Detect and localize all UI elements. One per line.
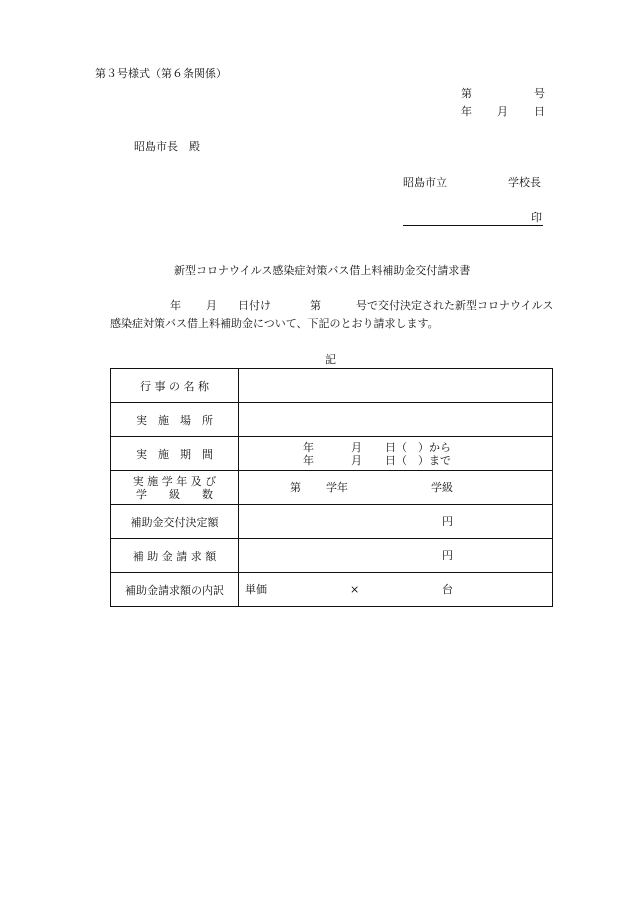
date-month: 月 — [497, 105, 508, 118]
label-request-amount: 補 助 金 請 求 額 — [111, 539, 239, 573]
period-to-year: 年 — [303, 454, 314, 467]
event-name-field[interactable] — [239, 369, 553, 403]
school-prefix: 昭島市立 — [403, 176, 447, 189]
grade-gakkyu: 学級 — [431, 481, 453, 494]
breakdown-tanka: 単価 — [245, 583, 267, 596]
doc-number-go: 号 — [534, 87, 545, 100]
table-row — [111, 505, 553, 539]
label-location: 実 施 場 所 — [111, 403, 239, 437]
period-field[interactable] — [239, 437, 553, 471]
grade-gakunen: 学年 — [326, 481, 348, 494]
breakdown-field[interactable] — [239, 573, 553, 607]
request-amount-unit: 円 — [442, 549, 453, 562]
body-year: 年 — [170, 299, 181, 312]
label-decided-amount: 補助金交付決定額 — [111, 505, 239, 539]
body-line2: 感染症対策バス借上料補助金について、下記のとおり請求します。 — [110, 317, 439, 330]
label-grade-classes — [111, 471, 239, 505]
date-day: 日 — [534, 105, 545, 118]
table-row — [111, 471, 553, 505]
period-to-month: 月 — [351, 454, 362, 467]
document-title: 新型コロナウイルス感染症対策バス借上料補助金交付請求書 — [174, 264, 471, 277]
doc-number-dai: 第 — [461, 87, 472, 100]
seal-mark: 印 — [531, 211, 542, 224]
label-breakdown: 補助金請求額の内訳 — [111, 573, 239, 607]
period-to-day: 日（ ）まで — [385, 454, 451, 467]
label-event-name: 行 事 の 名 称 — [111, 369, 239, 403]
decided-amount-field[interactable] — [239, 505, 553, 539]
period-from-day: 日（ ）から — [385, 441, 451, 454]
ki-label: 記 — [325, 353, 336, 366]
table-row — [111, 539, 553, 573]
period-from-year: 年 — [303, 441, 314, 454]
table-row — [111, 369, 553, 403]
addressee: 昭島市長 殿 — [134, 140, 200, 153]
label-period: 実 施 期 間 — [111, 437, 239, 471]
body-dated: 日付け — [238, 299, 271, 312]
principal-title: 学校長 — [508, 176, 541, 189]
table-row — [111, 573, 553, 607]
label-grade-line1: 実 施 学 年 及 び — [132, 474, 217, 488]
body-dai: 第 — [310, 299, 321, 312]
body-line1-rest: 号で交付決定された新型コロナウイルス — [356, 299, 554, 312]
decided-amount-unit: 円 — [442, 515, 453, 528]
label-grade-line2: 学 級 数 — [136, 487, 213, 501]
location-field[interactable] — [239, 403, 553, 437]
breakdown-times: × — [350, 583, 360, 596]
grade-dai: 第 — [290, 481, 301, 494]
table-row — [111, 437, 553, 471]
request-table — [110, 368, 553, 607]
signature-line — [403, 225, 543, 226]
body-month: 月 — [206, 299, 217, 312]
period-from-month: 月 — [351, 441, 362, 454]
request-amount-field[interactable] — [239, 539, 553, 573]
date-year: 年 — [461, 105, 472, 118]
table-row — [111, 403, 553, 437]
breakdown-dai-unit: 台 — [442, 583, 453, 596]
form-number: 第３号様式（第６条関係） — [95, 67, 227, 80]
grade-classes-field[interactable] — [239, 471, 553, 505]
